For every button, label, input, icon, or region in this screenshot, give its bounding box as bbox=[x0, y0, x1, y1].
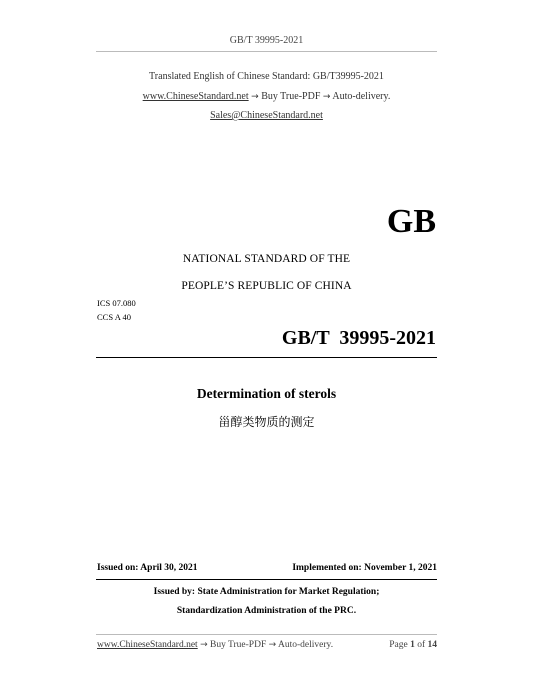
arrow-icon: → bbox=[251, 92, 259, 102]
gb-mark: GB bbox=[386, 203, 436, 240]
arrow-icon: → bbox=[200, 640, 208, 650]
page-indicator bbox=[389, 640, 437, 650]
footer-links bbox=[97, 640, 333, 650]
issuer-line2: Standardization Administration of the PRC. bbox=[176, 606, 357, 616]
footer-site-link[interactable]: www.ChineseStandard.net bbox=[97, 640, 198, 650]
site-link[interactable]: www.ChineseStandard.net bbox=[142, 91, 249, 102]
running-header: GB/T 39995-2021 bbox=[229, 35, 304, 46]
dates-rule bbox=[96, 579, 437, 580]
issuer-line1: Issued by: State Administration for Market Regulation; bbox=[153, 587, 380, 597]
page-number: 1 bbox=[410, 640, 415, 650]
ics-code: ICS 07.080 bbox=[97, 298, 136, 308]
footer-rule bbox=[96, 634, 437, 635]
national-standard-line2: PEOPLE’S REPUBLIC OF CHINA bbox=[181, 280, 352, 292]
intro-links-line bbox=[0, 91, 533, 102]
email-link[interactable]: Sales@ChineseStandard.net bbox=[210, 110, 323, 121]
page-total: 14 bbox=[427, 640, 437, 650]
implemented-date: Implemented on: November 1, 2021 bbox=[292, 563, 437, 573]
issued-date: Issued on: April 30, 2021 bbox=[97, 563, 198, 573]
ccs-code: CCS A 40 bbox=[97, 312, 132, 322]
translation-notice: Translated English of Chinese Standard: GB/T39995-2021 bbox=[149, 71, 384, 82]
standard-number: GB/T 39995-2021 bbox=[281, 327, 436, 349]
page-label: Page bbox=[389, 640, 408, 650]
national-standard-line1: NATIONAL STANDARD OF THE bbox=[182, 253, 351, 265]
email-line bbox=[0, 110, 533, 121]
title-rule bbox=[96, 357, 437, 358]
document-title: Determination of sterols bbox=[196, 386, 337, 401]
footer bbox=[97, 640, 437, 650]
document-title-chinese: 甾醇类物质的测定 bbox=[218, 415, 315, 429]
arrow-icon: → bbox=[322, 92, 331, 102]
dates-row bbox=[97, 563, 437, 573]
arrow-icon: → bbox=[268, 640, 277, 650]
auto-delivery-text: Auto-delivery. bbox=[332, 91, 391, 102]
footer-buy-text: Buy True-PDF bbox=[210, 640, 267, 650]
footer-delivery-text: Auto-delivery. bbox=[278, 640, 334, 650]
of-label: of bbox=[417, 640, 426, 650]
buy-true-pdf-text: Buy True-PDF bbox=[261, 91, 321, 102]
header-rule bbox=[96, 51, 437, 52]
